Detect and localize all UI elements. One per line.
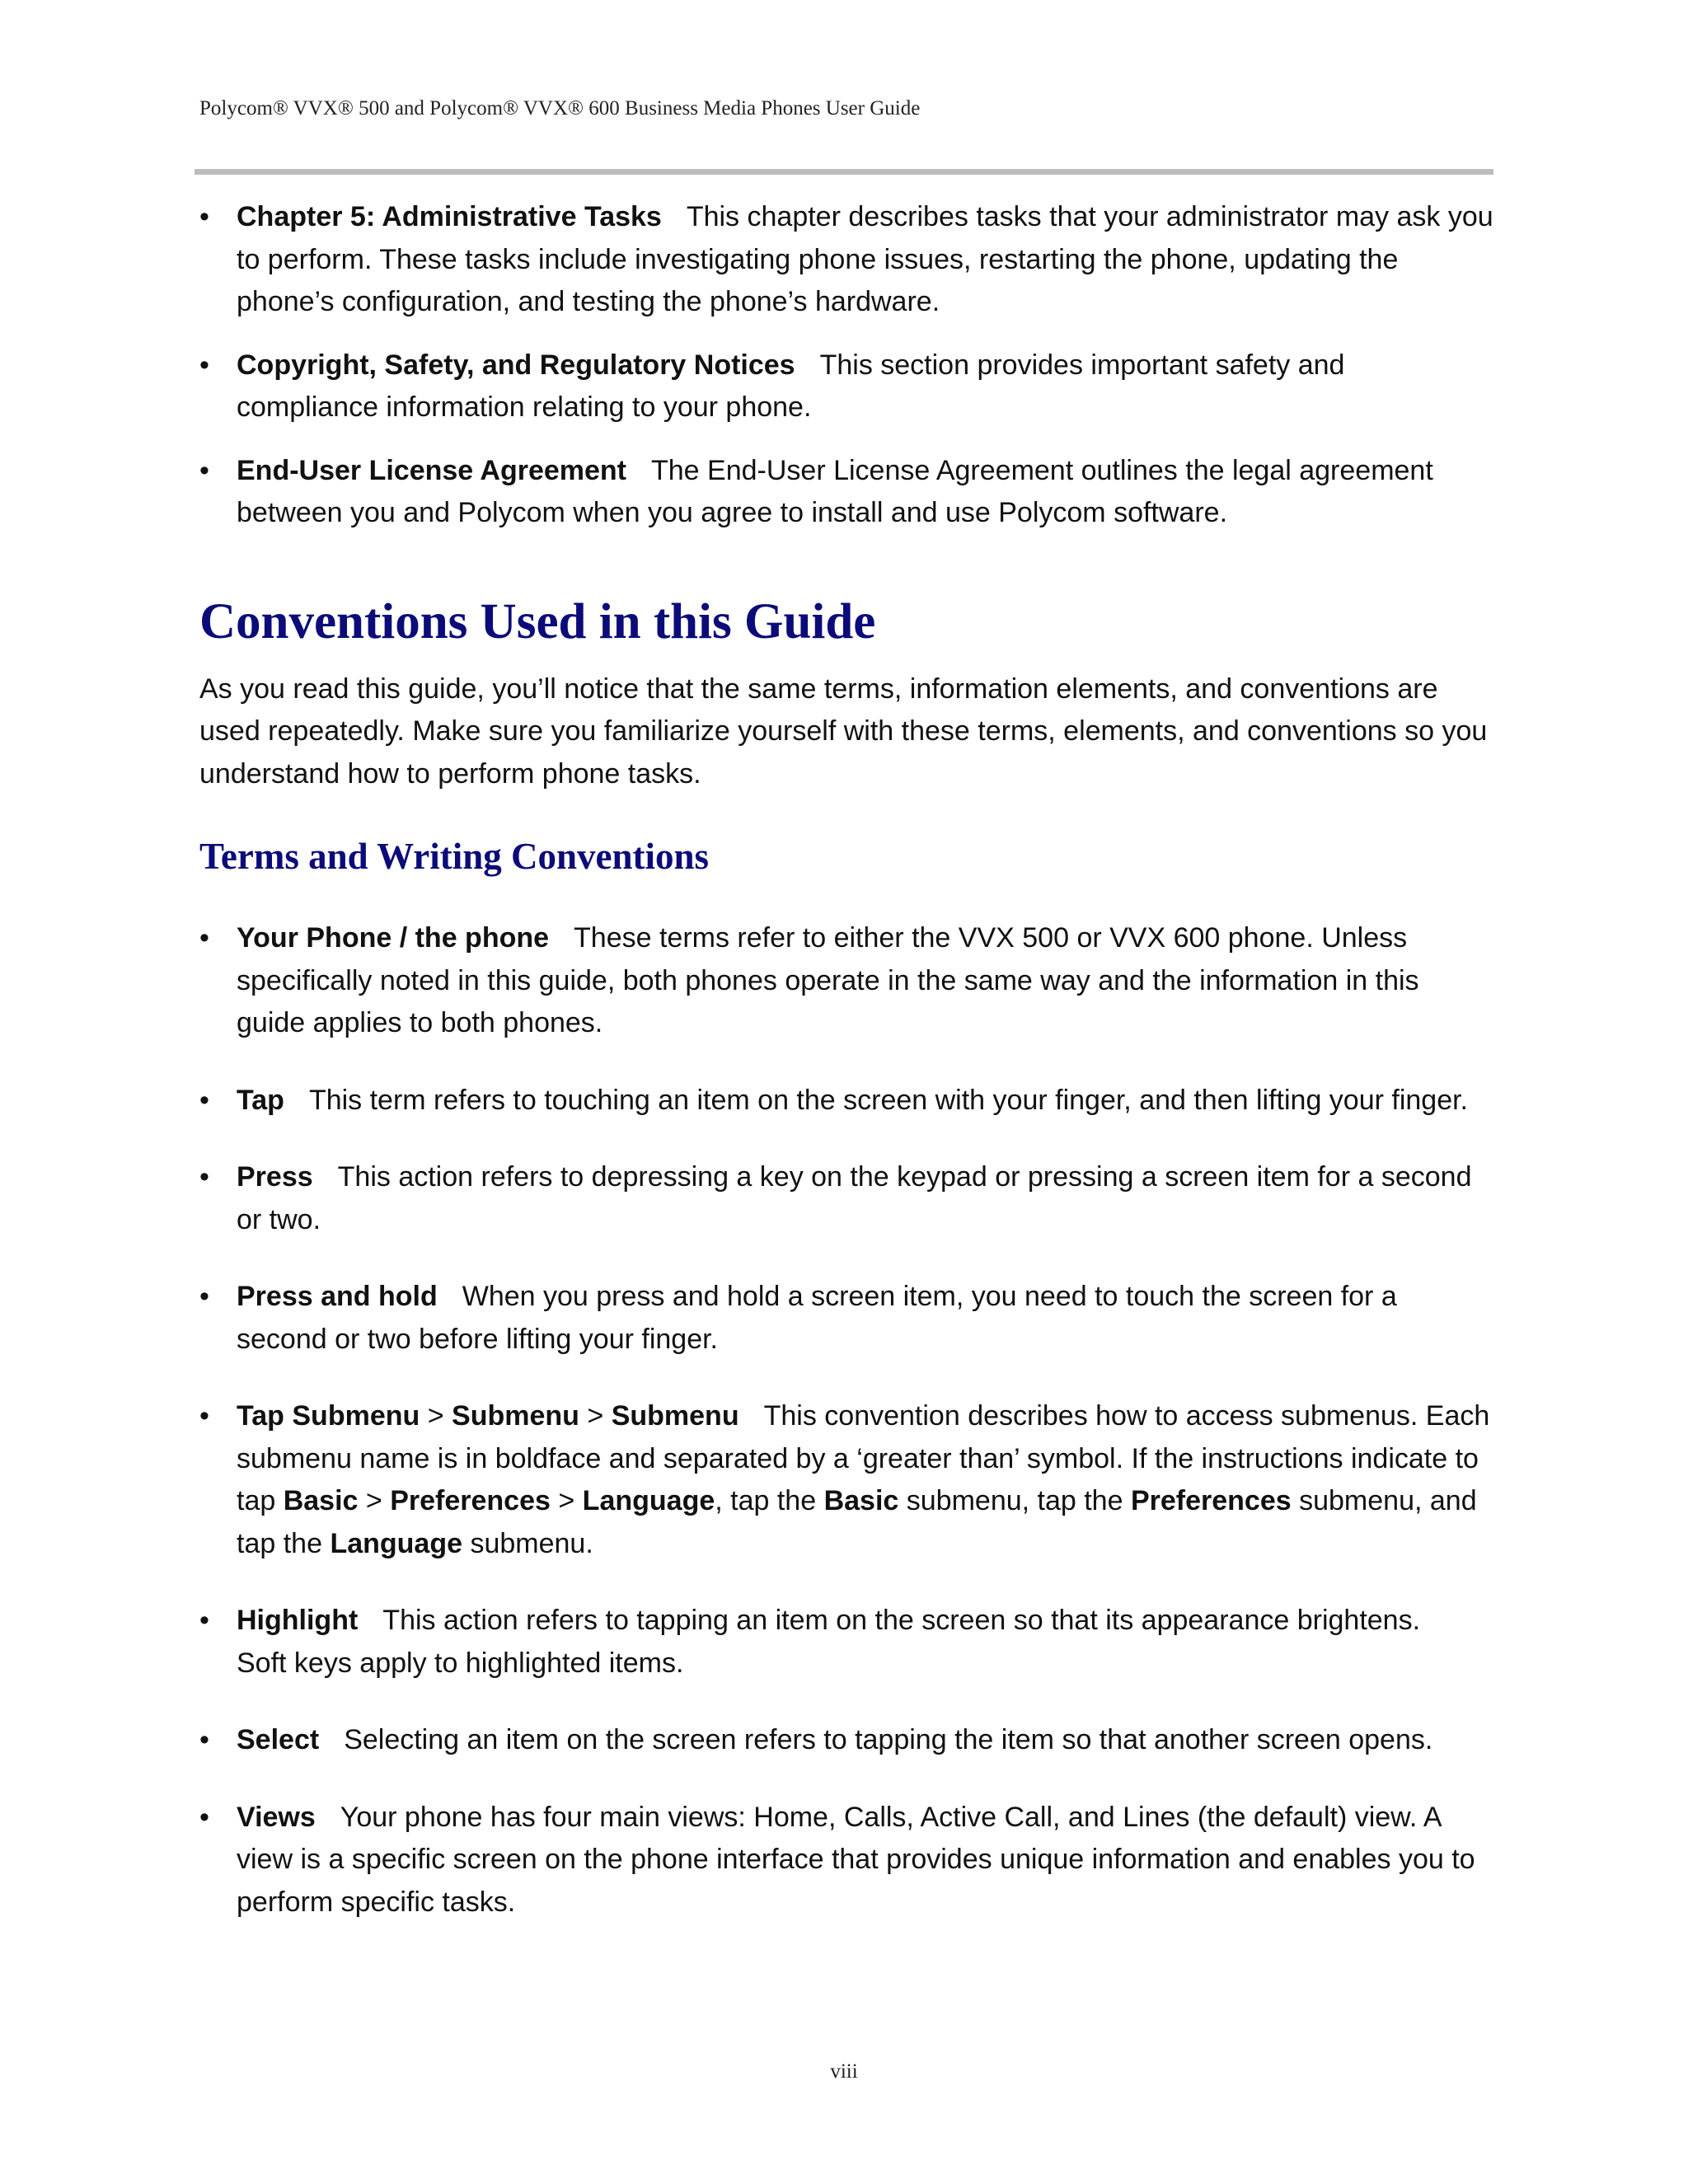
menu-path-language: Language (582, 1485, 715, 1516)
bullet-icon: • (199, 454, 209, 486)
menu-name-basic: Basic (823, 1485, 899, 1516)
item-term: Tap (237, 1084, 284, 1116)
separator: > (587, 1400, 604, 1432)
separator: > (558, 1485, 575, 1516)
list-item (199, 1156, 1493, 1241)
bullet-icon: • (199, 1400, 209, 1432)
item-term: Chapter 5: Administrative Tasks (237, 201, 662, 232)
menu-path-basic: Basic (283, 1485, 359, 1516)
item-description: This action refers to tapping an item on the screen so that its appearance brightens. (382, 1605, 1421, 1636)
item-description: submenu, tap the (906, 1485, 1123, 1516)
item-description: When you press and hold a screen item, you need to touch the screen for a second or two before lifting your finger. (237, 1281, 1397, 1355)
menu-name-language: Language (330, 1527, 463, 1559)
item-description: This convention describes how to access submenus. Each submenu name is in boldface and separated by a ‘greater than’ symbol. If the instructions indicate to tap (237, 1400, 1490, 1516)
list-item (199, 196, 1493, 324)
bullet-icon: • (199, 349, 209, 381)
item-term: Copyright, Safety, and Regulatory Notices (237, 349, 795, 381)
item-term: Highlight (237, 1605, 359, 1636)
bullet-icon: • (199, 922, 209, 954)
item-term: Select (237, 1724, 320, 1755)
item-description: This term refers to touching an item on the screen with your finger, and then lifting your finger. (308, 1084, 1469, 1116)
list-item (199, 1276, 1493, 1361)
section-heading: Conventions Used in this Guide (199, 593, 876, 649)
bullet-icon: • (199, 1724, 209, 1755)
terms-list (199, 917, 1493, 1924)
list-item (199, 344, 1493, 429)
bullet-icon: • (199, 1084, 209, 1116)
item-term: Press (237, 1161, 313, 1193)
item-term: Views (237, 1801, 316, 1833)
separator: > (427, 1400, 444, 1432)
item-description: This action refers to depressing a key on the keypad or pressing a screen item for a second or two. (237, 1161, 1472, 1235)
menu-path-preferences: Preferences (390, 1485, 551, 1516)
list-item (199, 450, 1493, 535)
item-term-part: Submenu (452, 1400, 579, 1432)
page-content (199, 196, 1493, 1958)
item-description: submenu, and tap the (237, 1485, 1477, 1559)
header-rule (195, 169, 1493, 175)
list-item (199, 1797, 1493, 1924)
bullet-icon: • (199, 1801, 209, 1833)
bullet-icon: • (199, 1281, 209, 1312)
list-item (199, 1600, 1493, 1685)
list-item (199, 1395, 1493, 1565)
page-number: viii (830, 2060, 858, 2083)
item-description: Selecting an item on the screen refers to tapping the item so that another screen opens. (344, 1724, 1433, 1755)
item-description: This chapter describes tasks that your administrator may ask you to perform. These tasks include investigating phone issues, restarting the phone, updating the phone’s configuration, and testing the phone’s hardware. (237, 201, 1493, 317)
item-description: , tap the (715, 1485, 817, 1516)
list-item (199, 1719, 1493, 1762)
item-description-line2: Soft keys apply to highlighted items. (237, 1647, 684, 1679)
bullet-icon: • (199, 1161, 209, 1193)
bullet-icon: • (199, 201, 209, 232)
item-term: Your Phone / the phone (237, 922, 550, 954)
item-term: Press and hold (237, 1281, 438, 1312)
list-item (199, 917, 1493, 1045)
chapter-list (199, 196, 1493, 535)
item-description: This section provides important safety and compliance information relating to your phone. (237, 349, 1345, 423)
item-description: The End-User License Agreement outlines the legal agreement between you and Polycom when you agree to install and use Polycom software. (237, 454, 1433, 528)
section-intro: As you read this guide, you’ll notice that the same terms, information elements, and conventions are used repeatedly. Make sure you familiarize yourself with these terms, elements, and conventions so you understand how to perform phone tasks. (199, 673, 1488, 790)
item-description: These terms refer to either the VVX 500 or VVX 600 phone. Unless specifically noted in this guide, both phones operate in the same way and the information in this guide applies to both phones. (237, 922, 1419, 1038)
item-term: End-User License Agreement (237, 454, 626, 486)
item-term-part: Submenu (611, 1400, 739, 1432)
item-description: submenu. (470, 1527, 593, 1559)
menu-name-preferences: Preferences (1130, 1485, 1292, 1516)
bullet-icon: • (199, 1605, 209, 1636)
separator: > (365, 1485, 382, 1516)
subsection-heading: Terms and Writing Conventions (199, 836, 710, 877)
list-item (199, 1080, 1493, 1122)
item-term-part: Tap Submenu (237, 1400, 420, 1432)
running-header: Polycom® VVX® 500 and Polycom® VVX® 600 Business Media Phones User Guide (199, 97, 921, 120)
item-description: Your phone has four main views: Home, Calls, Active Call, and Lines (the default) view. A view is a specific screen on the phone interface that provides unique information and enables you to perform specific tasks. (237, 1801, 1475, 1918)
